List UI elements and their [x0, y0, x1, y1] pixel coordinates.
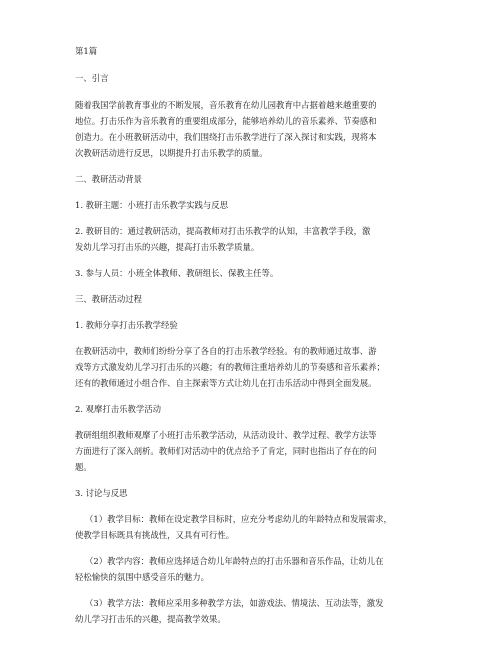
- section-label: 第1篇: [75, 46, 98, 56]
- discussion-line: 使教学目标既具有挑战性，又具有可行性。: [75, 530, 235, 540]
- process-item-title: 2. 观摩打击乐教学活动: [75, 404, 162, 414]
- heading-intro: 一、引言: [75, 73, 109, 83]
- background-item: 2. 教研目的：通过教研活动，提高教师对打击乐教学的认知，丰富教学手段，激: [75, 226, 371, 236]
- discussion-line: （1）教学目标：教师在设定教学目标时，应充分考虑幼儿的年龄特点和发展需求，: [85, 514, 392, 524]
- process-paragraph-line: 戏等方式激发幼儿学习打击乐的兴趣；有的教师注重培养幼儿的节奏感和音乐素养；: [75, 362, 385, 372]
- process-paragraph-line: 在教研活动中，教师们纷纷分享了各自的打击乐教学经验。有的教师通过故事、游: [75, 346, 377, 356]
- discussion-line: 幼儿学习打击乐的兴趣，提高教学效果。: [75, 614, 226, 624]
- intro-line: 地位。打击乐作为音乐教育的重要组成部分，能够培养幼儿的音乐素养、节奏感和: [75, 116, 377, 126]
- intro-line: 创造力。在小班教研活动中，我们围绕打击乐教学进行了深入探讨和实践，现将本: [75, 132, 377, 142]
- process-item-title: 3. 讨论与反思: [75, 488, 128, 498]
- process-item-title: 1. 教师分享打击乐教学经验: [75, 320, 178, 330]
- discussion-line: （2）教学内容：教师应选择适合幼儿年龄特点的打击乐器和音乐作品，让幼儿在: [85, 556, 384, 566]
- background-item: 3. 参与人员：小班全体教师、教研组长、保教主任等。: [75, 268, 279, 278]
- process-paragraph-line: 还有的教师通过小组合作、自主探索等方式让幼儿在打击乐活动中得到全面发展。: [75, 378, 377, 388]
- heading-process: 三、教研活动过程: [75, 294, 142, 304]
- heading-background: 二、教研活动背景: [75, 174, 142, 184]
- background-item-cont: 发幼儿学习打击乐的兴趣，提高打击乐教学质量。: [75, 242, 260, 252]
- process-paragraph-line: 教研组组织教师观摩了小班打击乐教学活动，从活动设计、教学过程、教学方法等: [75, 430, 377, 440]
- intro-line: 次教研活动进行反思，以期提升打击乐教学的质量。: [75, 148, 268, 158]
- discussion-line: （3）教学方法：教师应采用多种教学方法，如游戏法、情境法、互动法等，激发: [85, 598, 384, 608]
- process-paragraph-line: 方面进行了深入剖析。教师们对活动中的优点给予了肯定，同时也指出了存在的问: [75, 446, 377, 456]
- discussion-line: 轻松愉快的氛围中感受音乐的魅力。: [75, 572, 209, 582]
- intro-line: 随着我国学前教育事业的不断发展，音乐教育在幼儿园教育中占据着越来越重要的: [75, 100, 377, 110]
- process-paragraph-line: 题。: [75, 462, 92, 472]
- background-item: 1. 教研主题：小班打击乐教学实践与反思: [75, 200, 229, 210]
